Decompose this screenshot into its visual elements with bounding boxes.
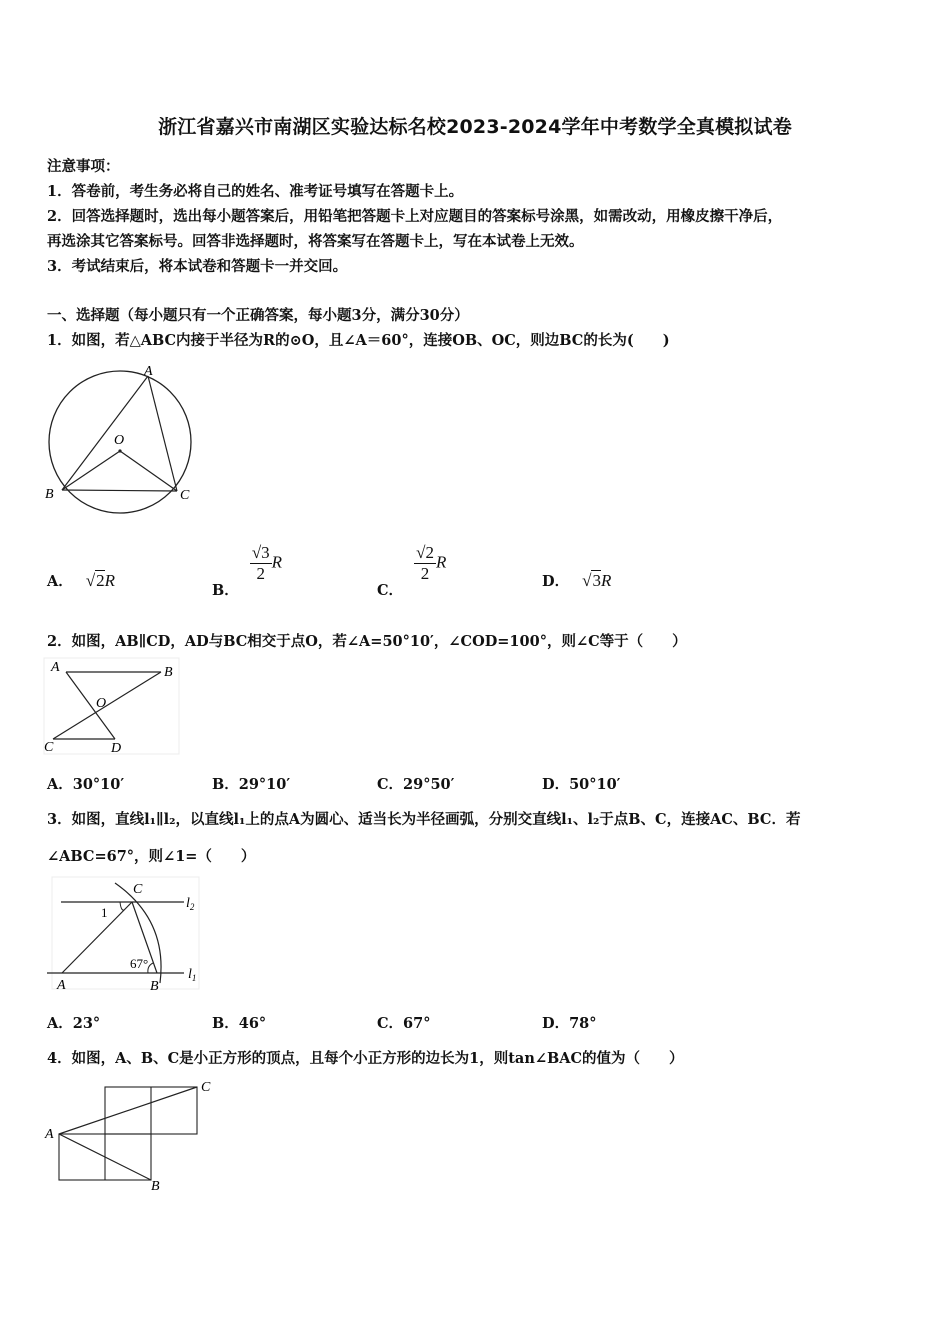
label-c: C [133, 882, 143, 897]
q3-option-b[interactable]: B．46° [212, 1015, 267, 1032]
label-b: B [45, 487, 54, 502]
q3-option-a[interactable]: A．23° [47, 1015, 101, 1032]
question-4-figure [40, 1075, 220, 1195]
notice-heading: 注意事项： [47, 158, 120, 175]
label-c: C [201, 1080, 211, 1095]
sqrt-expression: √3R [582, 571, 612, 590]
label-d: D [111, 741, 122, 756]
question-3-stem-line-1: 3．如图，直线l₁∥l₂，以直线l₁上的点A为圆心、适当长为半径画弧，分别交直线l₁、l₂于点B、C，连接AC、BC．若 [47, 811, 801, 828]
label-l2: $l_2$ [186, 896, 195, 912]
label-angle-1: 1 [101, 905, 108, 920]
segment-ab [62, 376, 148, 490]
angle-67-arc [148, 963, 153, 973]
label-b: B [151, 1179, 160, 1194]
angle-1-arc [120, 902, 124, 910]
label-a: A [51, 660, 60, 675]
question-3-figure [40, 875, 205, 1000]
question-1-figure [40, 362, 205, 532]
label-o: O [96, 696, 107, 711]
segment-ob [62, 451, 120, 490]
label-b: B [150, 979, 159, 994]
label-c: C [180, 488, 190, 503]
fraction: $\frac{√3}{2}$ [251, 543, 270, 583]
option-label: D． [542, 573, 570, 590]
notice-item-2b: 再选涂其它答案标号。回答非选择题时，将答案写在答题卡上，写在本试卷上无效。 [47, 233, 584, 250]
q2-option-b[interactable]: B．29°10′ [212, 776, 291, 793]
question-2-stem: 2．如图，AB∥CD，AD与BC相交于点O，若∠A=50°10′，∠COD=100°，则∠C等于（ ） [47, 633, 687, 650]
q1-option-b[interactable]: B． $\frac{√3}{2}$ R [212, 543, 283, 599]
option-label: A． [47, 573, 73, 590]
label-a: A [45, 1127, 54, 1142]
option-label: C． [377, 581, 404, 599]
question-3-stem-line-2: ∠ABC=67°，则∠1=（ ） [47, 848, 256, 865]
label-a: A [144, 364, 153, 379]
center-point [118, 449, 121, 452]
q3-option-c[interactable]: C．67° [377, 1015, 431, 1032]
question-2-figure [40, 656, 185, 758]
q1-option-d[interactable] [542, 570, 611, 591]
segment-bc [62, 490, 177, 491]
notice-item-3: 3．考试结束后，将本试卷和答题卡一并交回。 [47, 258, 348, 275]
label-c: C [44, 740, 54, 755]
segment-ac [59, 1087, 197, 1134]
label-o: O [114, 433, 125, 448]
q1-option-a[interactable] [47, 570, 115, 591]
q3-option-d[interactable]: D．78° [542, 1015, 597, 1032]
option-label: B． [212, 581, 239, 599]
label-a: A [57, 978, 66, 993]
section-heading: 一、选择题（每小题只有一个正确答案，每小题3分，满分30分） [47, 307, 469, 324]
notice-item-2a: 2．回答选择题时，选出每小题答案后，用铅笔把答题卡上对应题目的答案标号涂黑，如需改动，用橡皮擦干净后， [47, 208, 783, 225]
sqrt-expression: √2R [85, 571, 116, 590]
label-b: B [164, 665, 173, 680]
q1-option-c[interactable]: C． $\frac{√2}{2}$ R [377, 543, 447, 599]
segment-ac [62, 902, 132, 973]
label-l1: $l_1$ [188, 967, 197, 983]
label-67: 67° [130, 956, 149, 971]
q2-option-a[interactable]: A．30°10′ [47, 776, 125, 793]
q2-option-d[interactable]: D．50°10′ [542, 776, 621, 793]
fraction: $\frac{√2}{2}$ [416, 543, 434, 583]
notice-item-1: 1．答卷前，考生务必将自己的姓名、准考证号填写在答题卡上。 [47, 183, 464, 200]
question-4-stem: 4．如图，A、B、C是小正方形的顶点，且每个小正方形的边长为1，则tan∠BAC的值为（ ） [47, 1050, 684, 1067]
page-title: 浙江省嘉兴市南湖区实验达标名校2023-2024学年中考数学全真模拟试卷 [158, 116, 792, 138]
q2-option-c[interactable]: C．29°50′ [377, 776, 455, 793]
question-1-stem: 1．如图，若△ABC内接于半径为R的⊙O，且∠A＝60°，连接OB、OC，则边BC的长为( ) [47, 332, 670, 349]
